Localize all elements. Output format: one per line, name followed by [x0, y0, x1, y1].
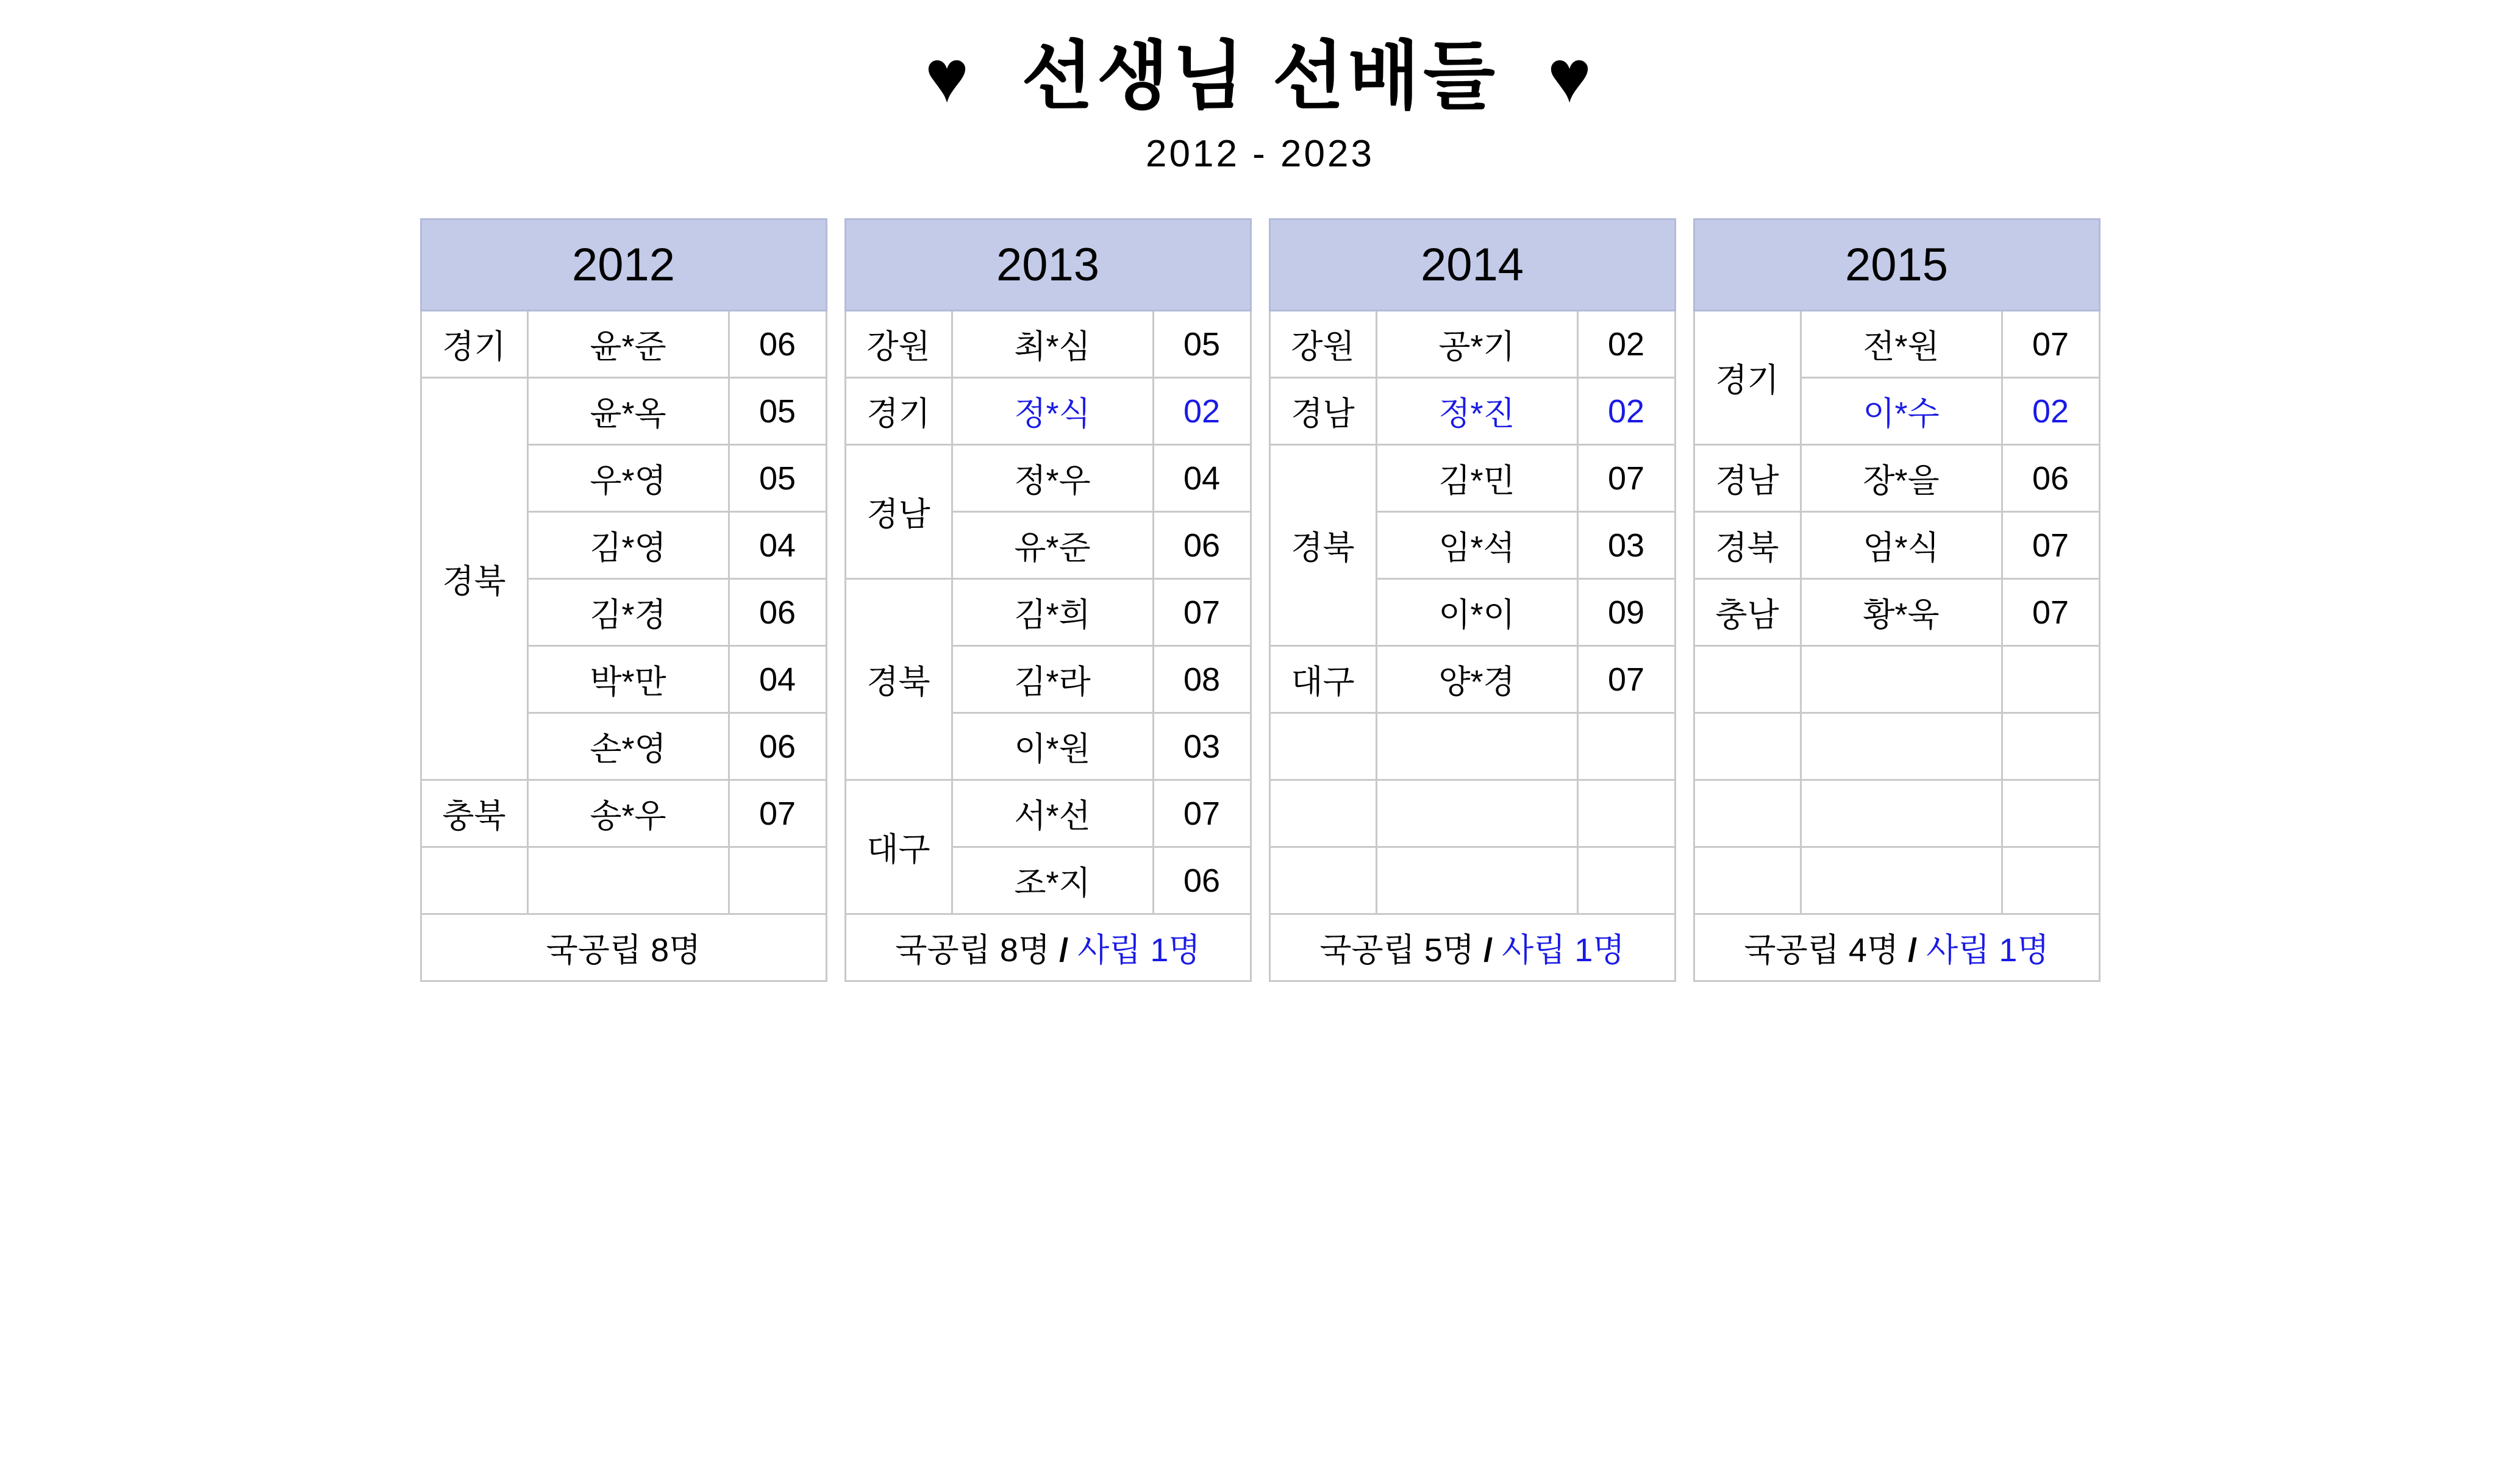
name-cell: 장*을: [1801, 445, 2002, 512]
region-cell: 경남: [1269, 378, 1376, 445]
region-cell: 경남: [1694, 445, 1801, 512]
table-row: [845, 445, 1251, 512]
name-cell: 이*수: [1801, 378, 2002, 445]
empty-cell: [1801, 847, 2002, 914]
number-cell: 06: [1153, 512, 1251, 579]
empty-cell: [527, 847, 729, 914]
empty-row: [1694, 646, 2099, 713]
summary-cell: [1269, 914, 1675, 981]
number-cell: 08: [1153, 646, 1251, 713]
table-row: [1694, 579, 2099, 646]
table-row: [421, 311, 826, 378]
document-page: [0, 34, 2520, 1472]
empty-cell: [1694, 713, 1801, 780]
empty-cell: [1376, 847, 1577, 914]
number-cell: 02: [1577, 378, 1675, 445]
number-cell: 06: [1153, 847, 1251, 914]
name-cell: 이*이: [1376, 579, 1577, 646]
empty-cell: [1269, 847, 1376, 914]
name-cell: 최*심: [952, 311, 1153, 378]
number-cell: 06: [2002, 445, 2099, 512]
name-cell: 정*우: [952, 445, 1153, 512]
table-row: [1694, 445, 2099, 512]
name-cell: 송*우: [527, 780, 729, 847]
summary-separator: /: [1908, 932, 1927, 969]
summary-cell: [421, 914, 826, 981]
year-tables-container: [0, 218, 2520, 982]
number-cell: 04: [729, 512, 826, 579]
table-row: [1694, 512, 2099, 579]
region-cell: 대구: [845, 780, 952, 914]
number-cell: 03: [1577, 512, 1675, 579]
region-cell: 강원: [845, 311, 952, 378]
table-row: [845, 311, 1251, 378]
table-row: [1269, 378, 1675, 445]
region-cell: 경북: [845, 579, 952, 780]
name-cell: 조*지: [952, 847, 1153, 914]
empty-cell: [1376, 780, 1577, 847]
public-count: 국공립 5명: [1319, 932, 1475, 969]
table-row: [845, 780, 1251, 847]
name-cell: 공*기: [1376, 311, 1577, 378]
empty-row: [421, 847, 826, 914]
region-cell: 경기: [845, 378, 952, 445]
empty-cell: [1577, 780, 1675, 847]
number-cell: 05: [729, 378, 826, 445]
private-count: 사립 1명: [1502, 932, 1625, 969]
name-cell: 이*원: [952, 713, 1153, 780]
year-table-2015: [1693, 218, 2101, 982]
empty-row: [1269, 713, 1675, 780]
empty-cell: [2002, 847, 2099, 914]
empty-cell: [1801, 713, 2002, 780]
number-cell: 07: [1153, 780, 1251, 847]
table-row: [1269, 311, 1675, 378]
empty-cell: [1801, 646, 2002, 713]
name-cell: 서*선: [952, 780, 1153, 847]
name-cell: 윤*옥: [527, 378, 729, 445]
name-cell: 유*준: [952, 512, 1153, 579]
empty-cell: [1801, 780, 2002, 847]
year-header-2012: 2012: [421, 219, 826, 311]
empty-cell: [2002, 646, 2099, 713]
number-cell: 04: [1153, 445, 1251, 512]
private-count: 사립 1명: [1926, 932, 2049, 969]
number-cell: 07: [2002, 579, 2099, 646]
name-cell: 엄*식: [1801, 512, 2002, 579]
region-cell: 경기: [421, 311, 527, 378]
number-cell: 03: [1153, 713, 1251, 780]
name-cell: 황*욱: [1801, 579, 2002, 646]
region-cell: 경북: [421, 378, 527, 780]
empty-cell: [1694, 780, 1801, 847]
number-cell: 02: [1577, 311, 1675, 378]
name-cell: 박*만: [527, 646, 729, 713]
public-count: 국공립 4명: [1744, 932, 1899, 969]
name-cell: 김*라: [952, 646, 1153, 713]
table-row: [845, 579, 1251, 646]
number-cell: 07: [2002, 512, 2099, 579]
name-cell: 전*원: [1801, 311, 2002, 378]
number-cell: 05: [1153, 311, 1251, 378]
summary-cell: [845, 914, 1251, 981]
number-cell: 02: [1153, 378, 1251, 445]
empty-row: [1269, 780, 1675, 847]
page-subtitle: 2012 - 2023: [1146, 133, 1374, 176]
page-title: ♥ 선생님 선배들 ♥: [924, 35, 1596, 118]
name-cell: 김*민: [1376, 445, 1577, 512]
name-cell: 정*진: [1376, 378, 1577, 445]
year-table-2013: [844, 218, 1252, 982]
region-cell: 경북: [1269, 445, 1376, 646]
table-row: [1269, 646, 1675, 713]
number-cell: 02: [2002, 378, 2099, 445]
year-header-2014: 2014: [1269, 219, 1675, 311]
number-cell: 07: [1153, 579, 1251, 646]
number-cell: 04: [729, 646, 826, 713]
number-cell: 07: [729, 780, 826, 847]
name-cell: 양*경: [1376, 646, 1577, 713]
public-count: 국공립 8명: [546, 932, 701, 969]
number-cell: 07: [2002, 311, 2099, 378]
empty-cell: [1269, 780, 1376, 847]
number-cell: 07: [1577, 445, 1675, 512]
empty-cell: [729, 847, 826, 914]
number-cell: 05: [729, 445, 826, 512]
table-row: [421, 780, 826, 847]
empty-cell: [1376, 713, 1577, 780]
name-cell: 김*희: [952, 579, 1153, 646]
region-cell: 충북: [421, 780, 527, 847]
empty-cell: [1269, 713, 1376, 780]
year-header-2013: 2013: [845, 219, 1251, 311]
empty-cell: [421, 847, 527, 914]
region-cell: 경북: [1694, 512, 1801, 579]
summary-separator: /: [1059, 932, 1078, 969]
empty-cell: [2002, 780, 2099, 847]
empty-cell: [2002, 713, 2099, 780]
name-cell: 김*영: [527, 512, 729, 579]
name-cell: 윤*준: [527, 311, 729, 378]
summary-separator: /: [1483, 932, 1502, 969]
summary-cell: [1694, 914, 2099, 981]
number-cell: 09: [1577, 579, 1675, 646]
empty-row: [1694, 847, 2099, 914]
empty-cell: [1577, 847, 1675, 914]
number-cell: 06: [729, 713, 826, 780]
region-cell: 경기: [1694, 311, 1801, 445]
table-row: [1269, 445, 1675, 512]
private-count: 사립 1명: [1077, 932, 1201, 969]
year-table-2012: [420, 218, 827, 982]
empty-cell: [1577, 713, 1675, 780]
name-cell: 임*석: [1376, 512, 1577, 579]
number-cell: 06: [729, 579, 826, 646]
region-cell: 경남: [845, 445, 952, 579]
number-cell: 07: [1577, 646, 1675, 713]
region-cell: 대구: [1269, 646, 1376, 713]
empty-row: [1269, 847, 1675, 914]
name-cell: 김*경: [527, 579, 729, 646]
year-header-2015: 2015: [1694, 219, 2099, 311]
name-cell: 우*영: [527, 445, 729, 512]
number-cell: 06: [729, 311, 826, 378]
region-cell: 강원: [1269, 311, 1376, 378]
name-cell: 정*식: [952, 378, 1153, 445]
table-row: [1694, 311, 2099, 378]
empty-cell: [1694, 847, 1801, 914]
empty-row: [1694, 780, 2099, 847]
name-cell: 손*영: [527, 713, 729, 780]
region-cell: 충남: [1694, 579, 1801, 646]
table-row: [845, 378, 1251, 445]
empty-cell: [1694, 646, 1801, 713]
public-count: 국공립 8명: [895, 932, 1051, 969]
table-row: [421, 378, 826, 445]
year-table-2014: [1269, 218, 1676, 982]
empty-row: [1694, 713, 2099, 780]
